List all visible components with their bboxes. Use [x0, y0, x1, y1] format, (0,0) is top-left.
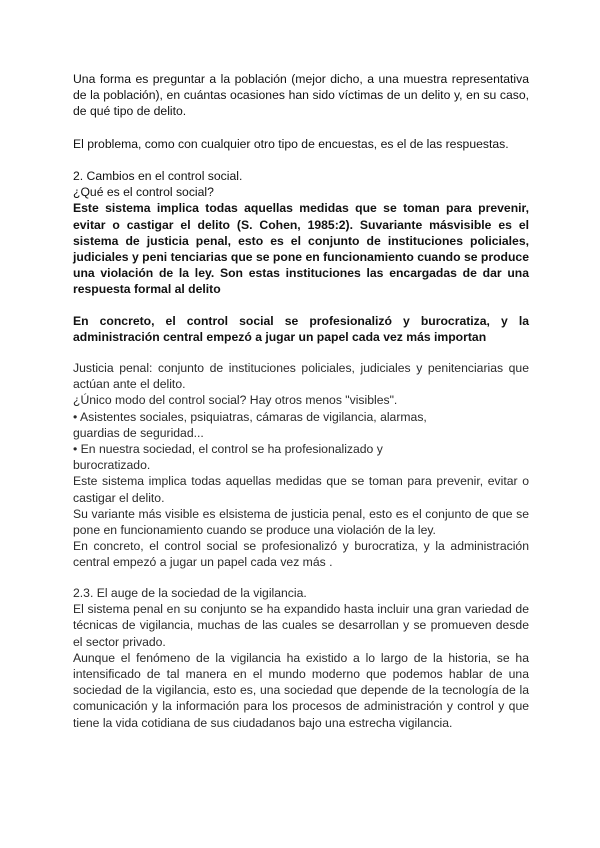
paragraph-justicia-penal: Justicia penal: conjunto de instituciones policiales, judiciales y penitenciarias que actúan ante el delito.: [73, 361, 529, 392]
bullet-profesionalizado-line1: • En nuestra sociedad, el control se ha profesionalizado y: [73, 442, 383, 457]
paragraph-en-concreto: En concreto, el control social se profesionalizó y burocratiza, y la administración central empezó a jugar un papel cada vez más .: [73, 539, 529, 570]
question-unico-modo: ¿Único modo del control social? Hay otros menos "visibles".: [73, 393, 398, 408]
bold-definition-paragraph: Este sistema implica todas aquellas medidas que se toman para prevenir, evitar o castigar el delito (S. Cohen, 1985:2). Suvariante másvisible es el sistema de justicia penal, esto es el conjunto de instituciones policiales, judiciales y peni tenciarias que se pone en funcionamiento cuando se produce una violación de la ley. Son estas instituciones las encargadas de dar una respuesta formal al delito: [73, 201, 529, 297]
section-2-title: 2. Cambios en el control social.: [73, 169, 243, 183]
paragraph-aunque-fenomeno: Aunque el fenómeno de la vigilancia ha existido a lo largo de la historia, se ha intensificado de tal manera en el mundo moderno que podemos hablar de una sociedad de la vigilancia, esto es, una sociedad que depende de la tecnología de la comunicación y la información para los procesos de administración y control y que tiene la vida cotidiana de sus ciudadanos bajo una estrecha vigilancia.: [73, 650, 529, 730]
intro-block: [73, 71, 529, 120]
paragraph-variante-visible: Su variante más visible es elsistema de justicia penal, esto es el conjunto de que se pone en funcionamiento cuando se produce una violación de la ley.: [73, 506, 529, 538]
bullet-asistentes-line1: • Asistentes sociales, psiquiatras, cámaras de vigilancia, alarmas,: [73, 409, 427, 424]
paragraph-sistema-penal: El sistema penal en su conjunto se ha expandido hasta incluir una gran variedad de técnicas de vigilancia, muchas de las cuales se desarrollan y se promueven desde el sector privado.: [73, 602, 529, 649]
section-2-3-title: 2.3. El auge de la sociedad de la vigilancia.: [73, 586, 307, 600]
paragraph-sistema-implica: Este sistema implica todas aquellas medidas que se toman para prevenir, evitar o castigar el delito.: [73, 474, 529, 505]
notes-block: [73, 360, 529, 571]
bullet-asistentes-line2: guardias de seguridad...: [73, 425, 204, 440]
bullet-profesionalizado-line2: burocratizado.: [73, 458, 151, 473]
section-2-3-block: [73, 585, 529, 731]
bold-concreto-block: [73, 313, 529, 345]
bold-concreto-paragraph: En concreto, el control social se profesionalizó y burocratiza, y la administración central empezó a jugar un papel cada vez más importan: [73, 314, 529, 345]
problem-block: [73, 136, 529, 152]
question-control-social: ¿Qué es el control social?: [73, 185, 214, 200]
section-2-block: [73, 168, 529, 298]
paragraph-encuesta: Una forma es preguntar a la población (mejor dicho, a una muestra representativa de la población), en cuántas ocasiones han sido víctimas de un delito y, en su caso, de qué tipo de delito.: [73, 72, 529, 119]
paragraph-problema: El problema, como con cualquier otro tipo de encuestas, es el de las respuestas.: [73, 137, 509, 151]
